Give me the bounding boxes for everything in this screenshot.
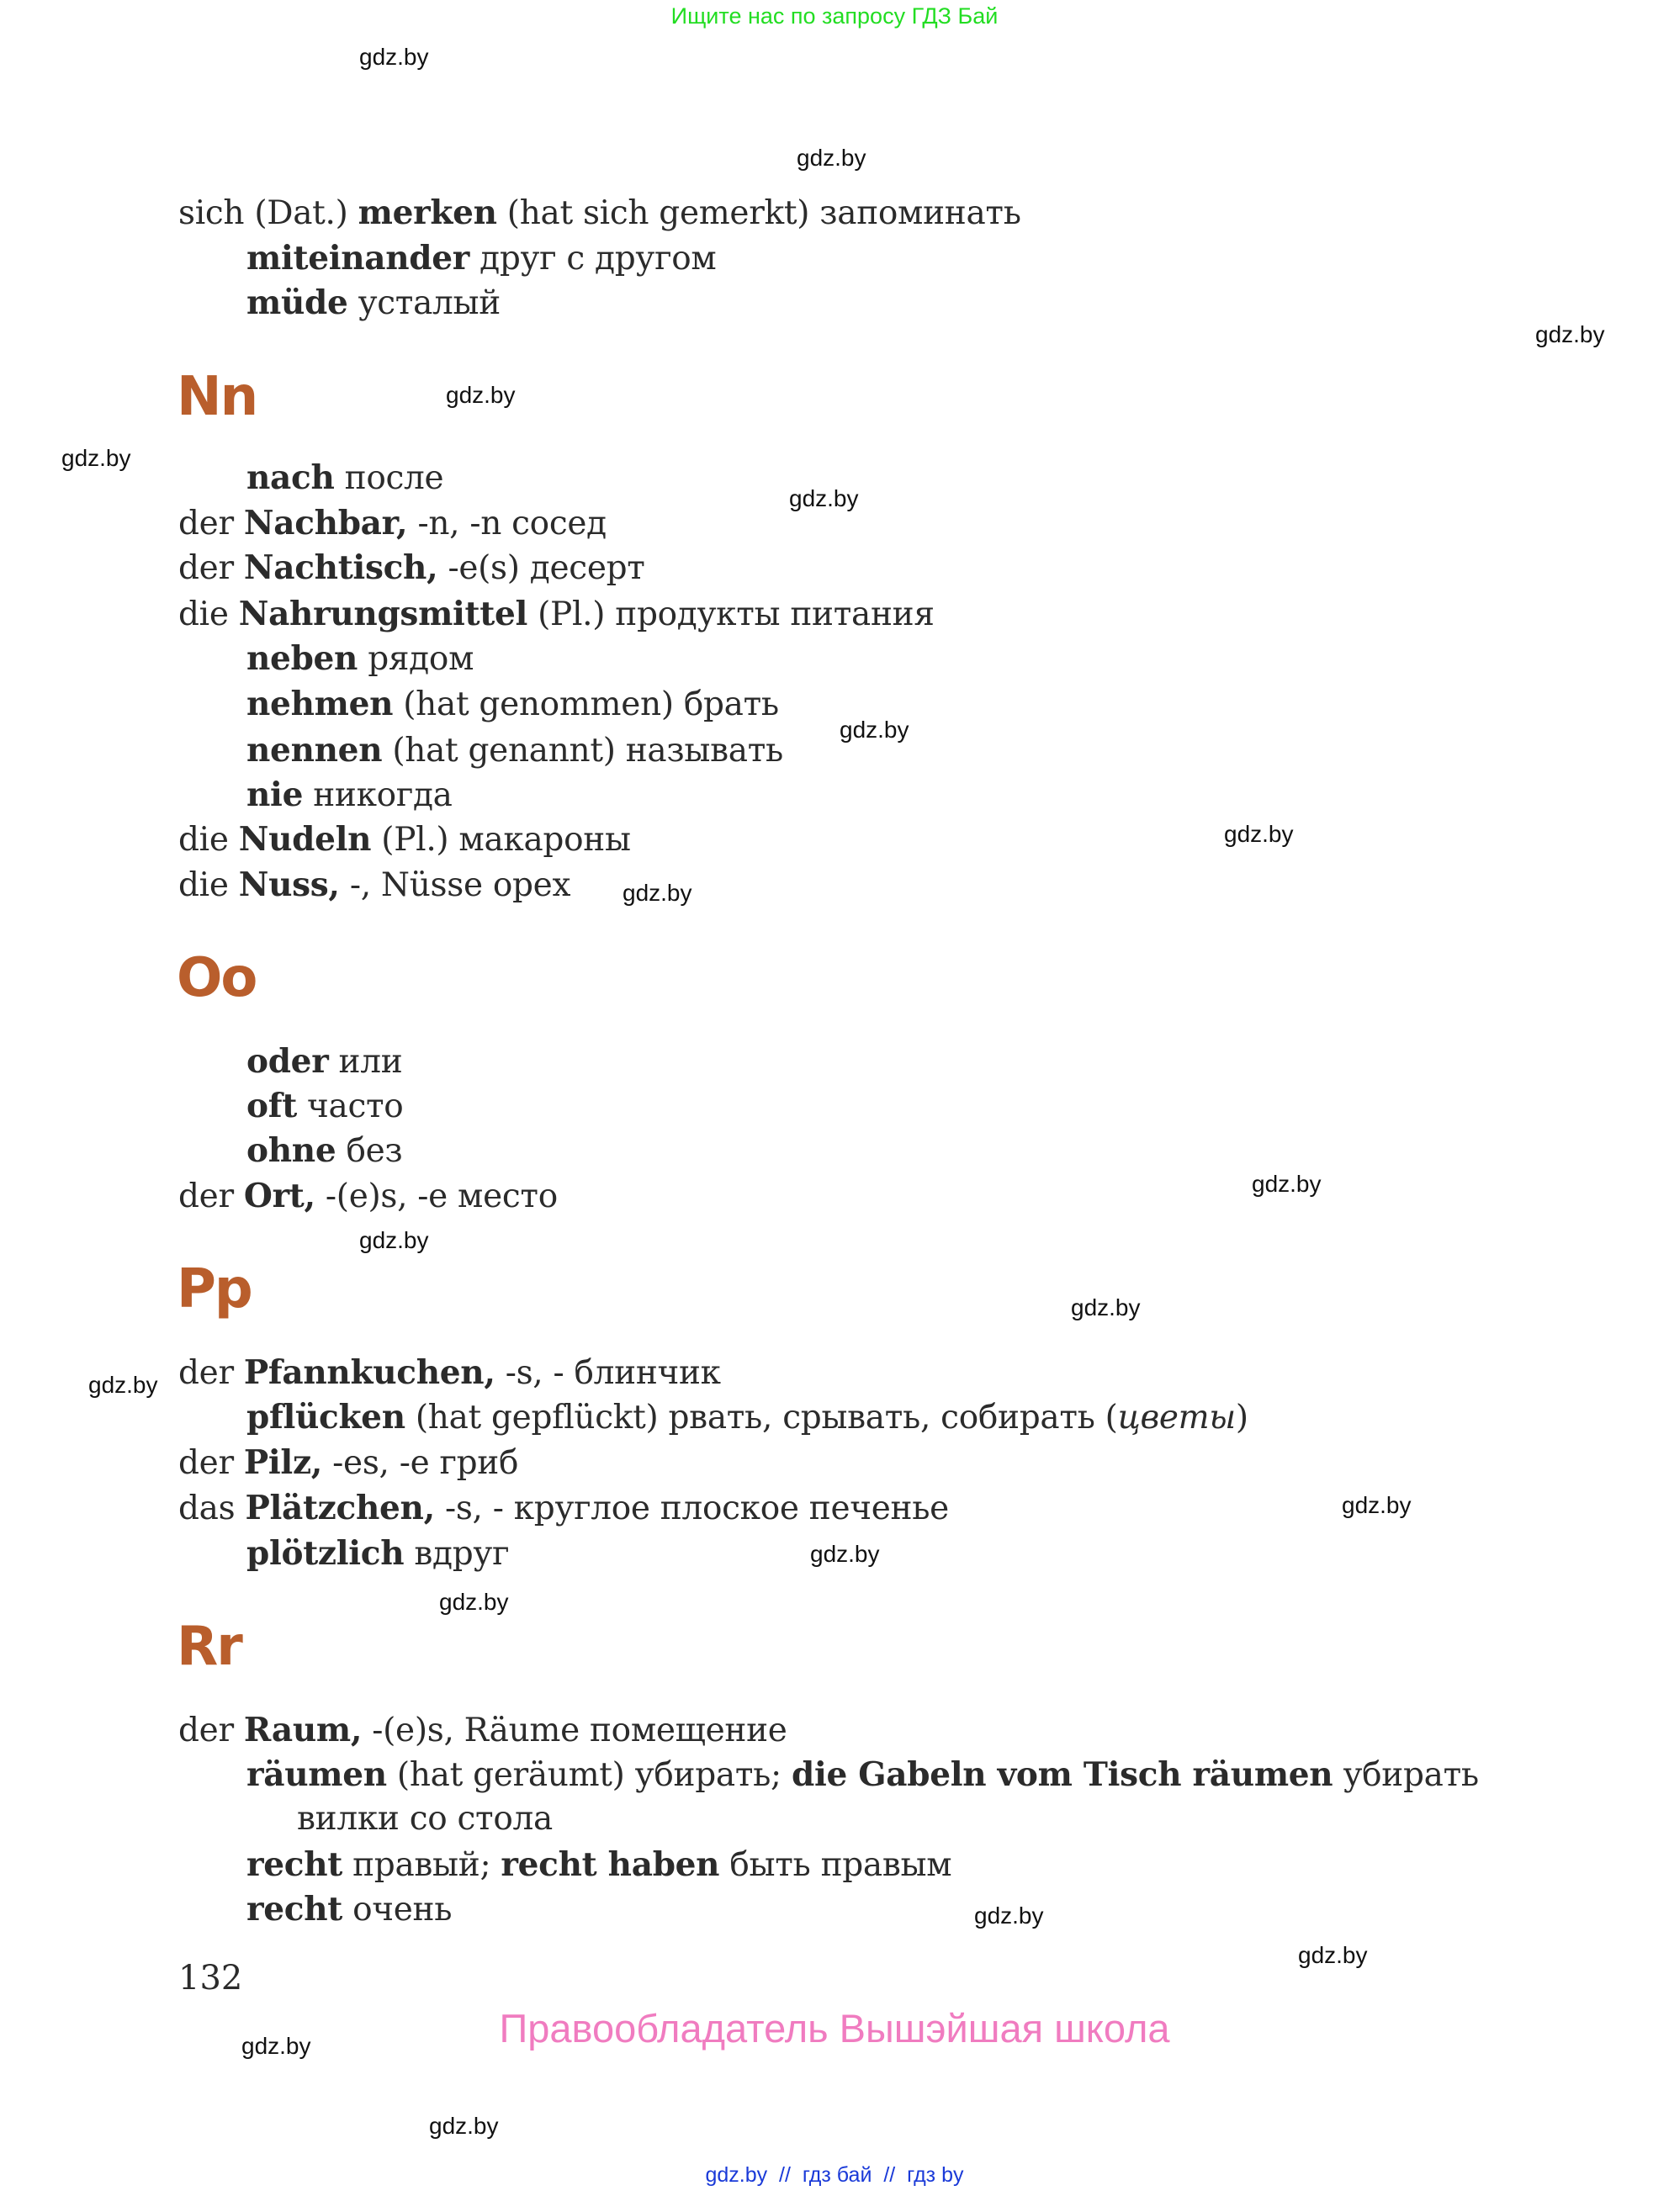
entry-text: das xyxy=(178,1490,246,1527)
letter-heading: Nn xyxy=(177,366,257,428)
watermark: gdz.by xyxy=(797,145,866,171)
entry-text: -(e)s, -e место xyxy=(315,1177,558,1215)
headword: Ort, xyxy=(243,1177,315,1215)
entry-text: убирать xyxy=(1333,1756,1479,1794)
watermark: gdz.by xyxy=(359,1227,429,1253)
headword: Nudeln xyxy=(238,820,372,859)
letter-heading: Oo xyxy=(177,947,257,1009)
entry-text: der xyxy=(178,505,244,542)
entry-text: (hat genannt) называть xyxy=(382,732,783,770)
dictionary-entry xyxy=(297,1797,553,1842)
entry-text: рядом xyxy=(358,640,474,678)
entry-text: der xyxy=(178,1177,244,1215)
entry-text: -, Nüsse орех xyxy=(339,866,571,904)
headword: Nachtisch, xyxy=(243,548,438,587)
headword: räumen xyxy=(246,1755,387,1794)
watermark: gdz.by xyxy=(88,1372,158,1398)
headword: miteinander xyxy=(246,239,470,278)
dictionary-entry xyxy=(246,681,779,728)
entry-text: очень xyxy=(342,1891,453,1929)
headword: merken xyxy=(358,193,497,232)
dictionary-entry xyxy=(178,500,607,547)
headword: Nachbar, xyxy=(243,504,408,542)
dictionary-entry xyxy=(246,455,443,501)
watermark: gdz.by xyxy=(439,1589,509,1615)
headword: Pilz, xyxy=(243,1443,323,1482)
headword: ohne xyxy=(246,1131,336,1170)
dictionary-entry xyxy=(178,1707,787,1754)
headword: recht xyxy=(246,1890,342,1929)
headword: müde xyxy=(246,283,348,322)
entry-text: (Pl.) макароны xyxy=(371,821,631,859)
letter-heading: Pp xyxy=(177,1258,252,1320)
entry-text: усталый xyxy=(347,284,501,322)
dictionary-entry xyxy=(178,545,645,591)
dictionary-entry xyxy=(246,1842,951,1888)
watermark: gdz.by xyxy=(446,382,516,408)
entry-text: (hat gepflückt) рвать, срывать, собирать ( xyxy=(405,1399,1118,1437)
entry-text: без xyxy=(336,1132,403,1170)
dictionary-entry xyxy=(246,728,783,774)
watermark: gdz.by xyxy=(429,2113,499,2139)
entry-text: или xyxy=(328,1043,403,1081)
watermark: gdz.by xyxy=(1071,1294,1141,1320)
headword: nennen xyxy=(246,731,383,770)
entry-text: вдруг xyxy=(404,1535,510,1573)
entry-text: ) xyxy=(1235,1399,1248,1437)
dictionary-entry xyxy=(246,1128,402,1174)
entry-text: часто xyxy=(296,1087,404,1125)
watermark: gdz.by xyxy=(840,717,909,743)
entry-text: der xyxy=(178,1444,244,1482)
headword: nie xyxy=(246,775,304,814)
entry-text: -e(s) десерт xyxy=(437,549,645,587)
headword: pflücken xyxy=(246,1398,405,1437)
watermark: gdz.by xyxy=(61,445,131,471)
dictionary-entry xyxy=(246,1083,403,1130)
headword: plötzlich xyxy=(246,1534,405,1573)
entry-text: (hat sich gemerkt) запоминать xyxy=(496,194,1021,232)
entry-text: -(e)s, Räume помещение xyxy=(362,1712,787,1749)
watermark: gdz.by xyxy=(1535,321,1605,347)
entry-text: -n, -n сосед xyxy=(407,505,607,542)
headword: oder xyxy=(246,1042,329,1081)
watermark: gdz.by xyxy=(359,44,429,70)
dictionary-entry xyxy=(178,1485,949,1532)
headword: die Gabeln vom Tisch räumen xyxy=(791,1755,1333,1794)
dictionary-entry xyxy=(246,636,474,682)
headword: Pfannkuchen, xyxy=(243,1353,495,1392)
entry-text: друг с другом xyxy=(469,240,717,278)
headword: recht haben xyxy=(501,1845,720,1884)
dictionary-entry xyxy=(246,772,453,818)
watermark: gdz.by xyxy=(241,2033,311,2059)
entry-text: (Pl.) продукты питания xyxy=(527,595,935,633)
entry-text: никогда xyxy=(303,776,453,814)
headword: nach xyxy=(246,458,335,497)
footer-links[interactable]: gdz.by // гдз бай // гдз by xyxy=(705,2163,964,2187)
letter-heading: Rr xyxy=(177,1616,241,1678)
dictionary-entry xyxy=(246,1039,402,1085)
italic-note: цветы xyxy=(1117,1399,1236,1437)
headword: Nahrungsmittel xyxy=(238,595,528,633)
entry-text: (hat geräumt) убирать; xyxy=(386,1756,792,1794)
entry-text: (hat genommen) брать xyxy=(393,685,779,723)
dictionary-entry xyxy=(178,862,570,908)
entry-text: der xyxy=(178,1354,244,1392)
dictionary-entry xyxy=(246,235,716,282)
dictionary-entry xyxy=(178,817,631,863)
dictionary-entry xyxy=(178,1173,558,1220)
dictionary-entry xyxy=(246,280,501,326)
entry-text: der xyxy=(178,1712,244,1749)
entry-text: -es, -e гриб xyxy=(322,1444,519,1482)
dictionary-entry xyxy=(246,1887,452,1933)
watermark: gdz.by xyxy=(1298,1942,1368,1968)
dictionary-entry xyxy=(178,1350,721,1396)
headword: Nuss, xyxy=(238,865,340,904)
headword: nehmen xyxy=(246,685,394,723)
entry-text: sich (Dat.) xyxy=(178,194,358,232)
entry-text: die xyxy=(178,595,239,633)
watermark: gdz.by xyxy=(623,880,692,906)
entry-text: die xyxy=(178,821,239,859)
entry-text: быть правым xyxy=(719,1846,952,1884)
watermark: gdz.by xyxy=(1342,1492,1412,1518)
headword: oft xyxy=(246,1087,297,1125)
dictionary-entry xyxy=(178,190,1021,236)
dictionary-entry xyxy=(178,591,935,638)
rights-holder: Правообладатель Вышэйшая школа xyxy=(499,2006,1170,2051)
headword: neben xyxy=(246,639,358,678)
entry-text: der xyxy=(178,549,244,587)
entry-text: после xyxy=(334,459,444,497)
entry-text: правый; xyxy=(342,1846,501,1884)
entry-text: die xyxy=(178,866,239,904)
page-number: 132 xyxy=(178,1959,243,1998)
watermark: gdz.by xyxy=(1224,821,1294,847)
entry-text: вилки со стола xyxy=(297,1800,553,1838)
dictionary-entry xyxy=(246,1394,1248,1441)
watermark: gdz.by xyxy=(810,1541,880,1567)
search-banner: Ищите нас по запросу ГДЗ Бай xyxy=(670,3,999,29)
dictionary-entry xyxy=(178,1440,518,1486)
watermark: gdz.by xyxy=(974,1902,1044,1929)
headword: recht xyxy=(246,1845,342,1884)
entry-text: -s, - круглое плоское печенье xyxy=(434,1490,949,1527)
entry-text: -s, - блинчик xyxy=(495,1354,721,1392)
watermark: gdz.by xyxy=(789,485,859,511)
headword: Plätzchen, xyxy=(245,1489,435,1527)
headword: Raum, xyxy=(243,1711,363,1749)
dictionary-entry xyxy=(246,1531,509,1577)
watermark: gdz.by xyxy=(1252,1171,1322,1197)
dictionary-entry xyxy=(246,1752,1479,1798)
